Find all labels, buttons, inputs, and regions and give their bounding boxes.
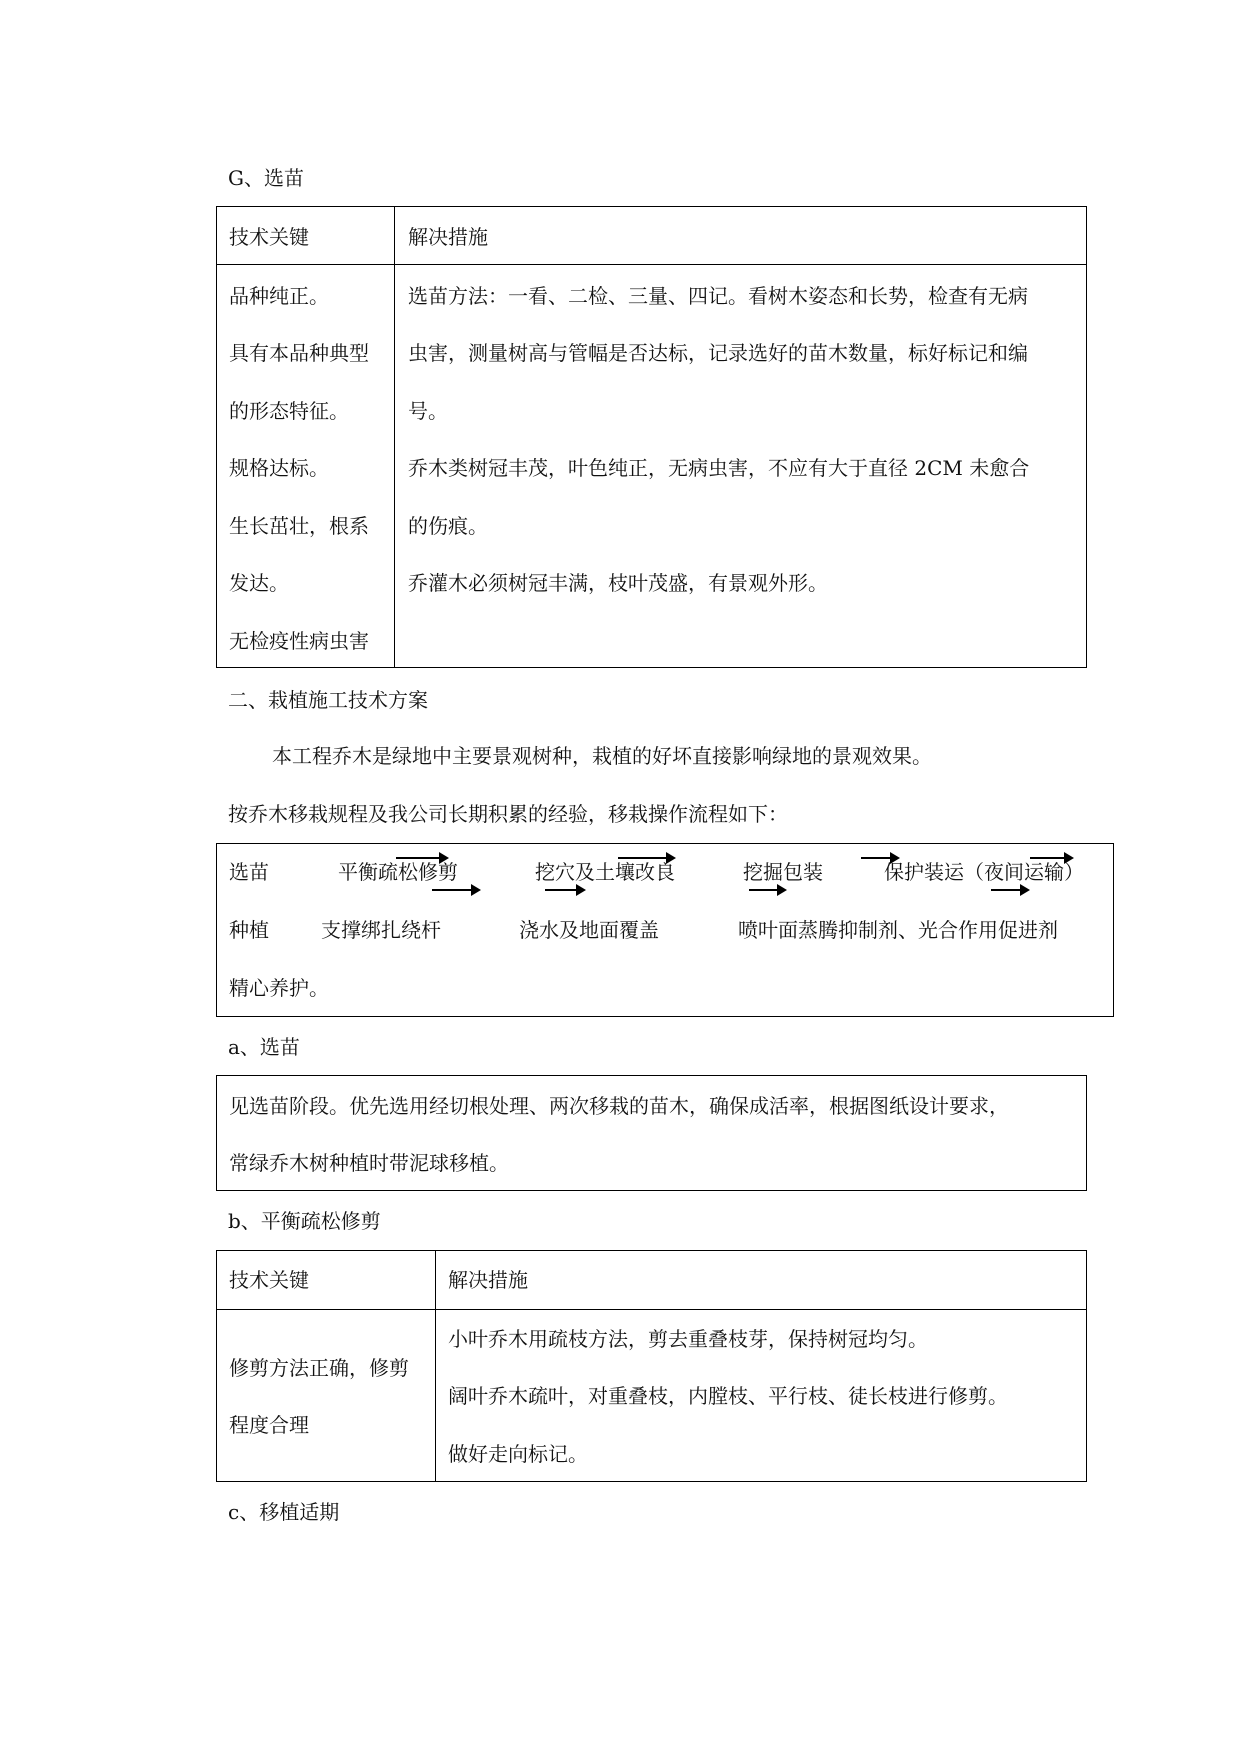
section-heading-g: G、选苗 [228,166,304,190]
section-heading-a: a、选苗 [228,1035,300,1059]
paragraph: 本工程乔木是绿地中主要景观树种，栽植的好坏直接影响绿地的景观效果。 [272,744,932,768]
table-cell-line: 做好走向标记。 [448,1442,588,1466]
table-cell-line: 选苗方法：一看、二检、三量、四记。看树木姿态和长势，检查有无病 [408,284,1028,308]
table-cell-line: 规格达标。 [229,456,329,480]
flow-step: 挖掘包装 [743,860,823,884]
table-header-measure: 解决措施 [408,225,488,249]
table-header-measure: 解决措施 [448,1268,528,1292]
flow-step: 浇水及地面覆盖 [519,918,659,942]
flow-step: 平衡疏松修剪 [338,860,458,884]
section-title: 二、栽植施工技术方案 [228,688,428,712]
arrow-right-icon [861,857,897,859]
section-heading-c: c、移植适期 [228,1500,340,1524]
table-divider [435,1250,436,1482]
table-cell-line: 乔木类树冠丰茂，叶色纯正，无病虫害，不应有大于直径 2CM 未愈合 [408,456,1030,480]
table-cell-line: 阔叶乔木疏叶，对重叠枝，内膛枝、平行枝、徒长枝进行修剪。 [448,1384,1008,1408]
table-header-key: 技术关键 [229,1268,309,1292]
arrow-right-icon [749,889,784,891]
table-cell-line: 生长茁壮，根系 [229,514,369,538]
flow-step: 精心养护。 [229,976,329,1000]
flow-step: 选苗 [229,860,269,884]
table-cell-line: 具有本品种典型 [229,341,369,365]
table-cell-line: 修剪方法正确，修剪 [229,1356,409,1380]
arrow-right-icon [618,857,673,859]
arrow-right-icon [545,889,583,891]
flow-step: 喷叶面蒸腾抑制剂、光合作用促进剂 [738,918,1058,942]
flow-step: 保护装运（夜间运输） [884,860,1084,884]
table-divider [394,206,395,668]
note-line: 见选苗阶段。优先选用经切根处理、两次移栽的苗木，确保成活率，根据图纸设计要求， [229,1094,1009,1118]
table-cell-line: 品种纯正。 [229,284,329,308]
table-cell-line: 号。 [408,399,448,423]
table-cell-line: 无检疫性病虫害 [229,629,369,653]
table-divider [216,264,1087,265]
arrow-right-icon [991,889,1027,891]
flow-step: 种植 [229,918,269,942]
table-cell-line: 程度合理 [229,1413,309,1437]
arrow-right-icon [396,857,446,859]
table-cell-line: 小叶乔木用疏枝方法，剪去重叠枝芽，保持树冠均匀。 [448,1327,928,1351]
arrow-right-icon [432,889,478,891]
table-cell-line: 的形态特征。 [229,399,349,423]
flow-step: 挖穴及土壤改良 [535,860,675,884]
arrow-right-icon [1030,857,1071,859]
section-heading-b: b、平衡疏松修剪 [228,1209,381,1233]
table-cell-line: 虫害，测量树高与管幅是否达标，记录选好的苗木数量，标好标记和编 [408,341,1028,365]
table-header-key: 技术关键 [229,225,309,249]
paragraph: 按乔木移栽规程及我公司长期积累的经验，移栽操作流程如下： [228,802,788,826]
table-cell-line: 乔灌木必须树冠丰满，枝叶茂盛，有景观外形。 [408,571,828,595]
table-divider [216,1309,1087,1310]
note-line: 常绿乔木树种植时带泥球移植。 [229,1151,509,1175]
table-cell-line: 的伤痕。 [408,514,488,538]
flow-step: 支撑绑扎绕杆 [321,918,441,942]
table-seedling-selection [216,206,1087,668]
table-cell-line: 发达。 [229,571,289,595]
